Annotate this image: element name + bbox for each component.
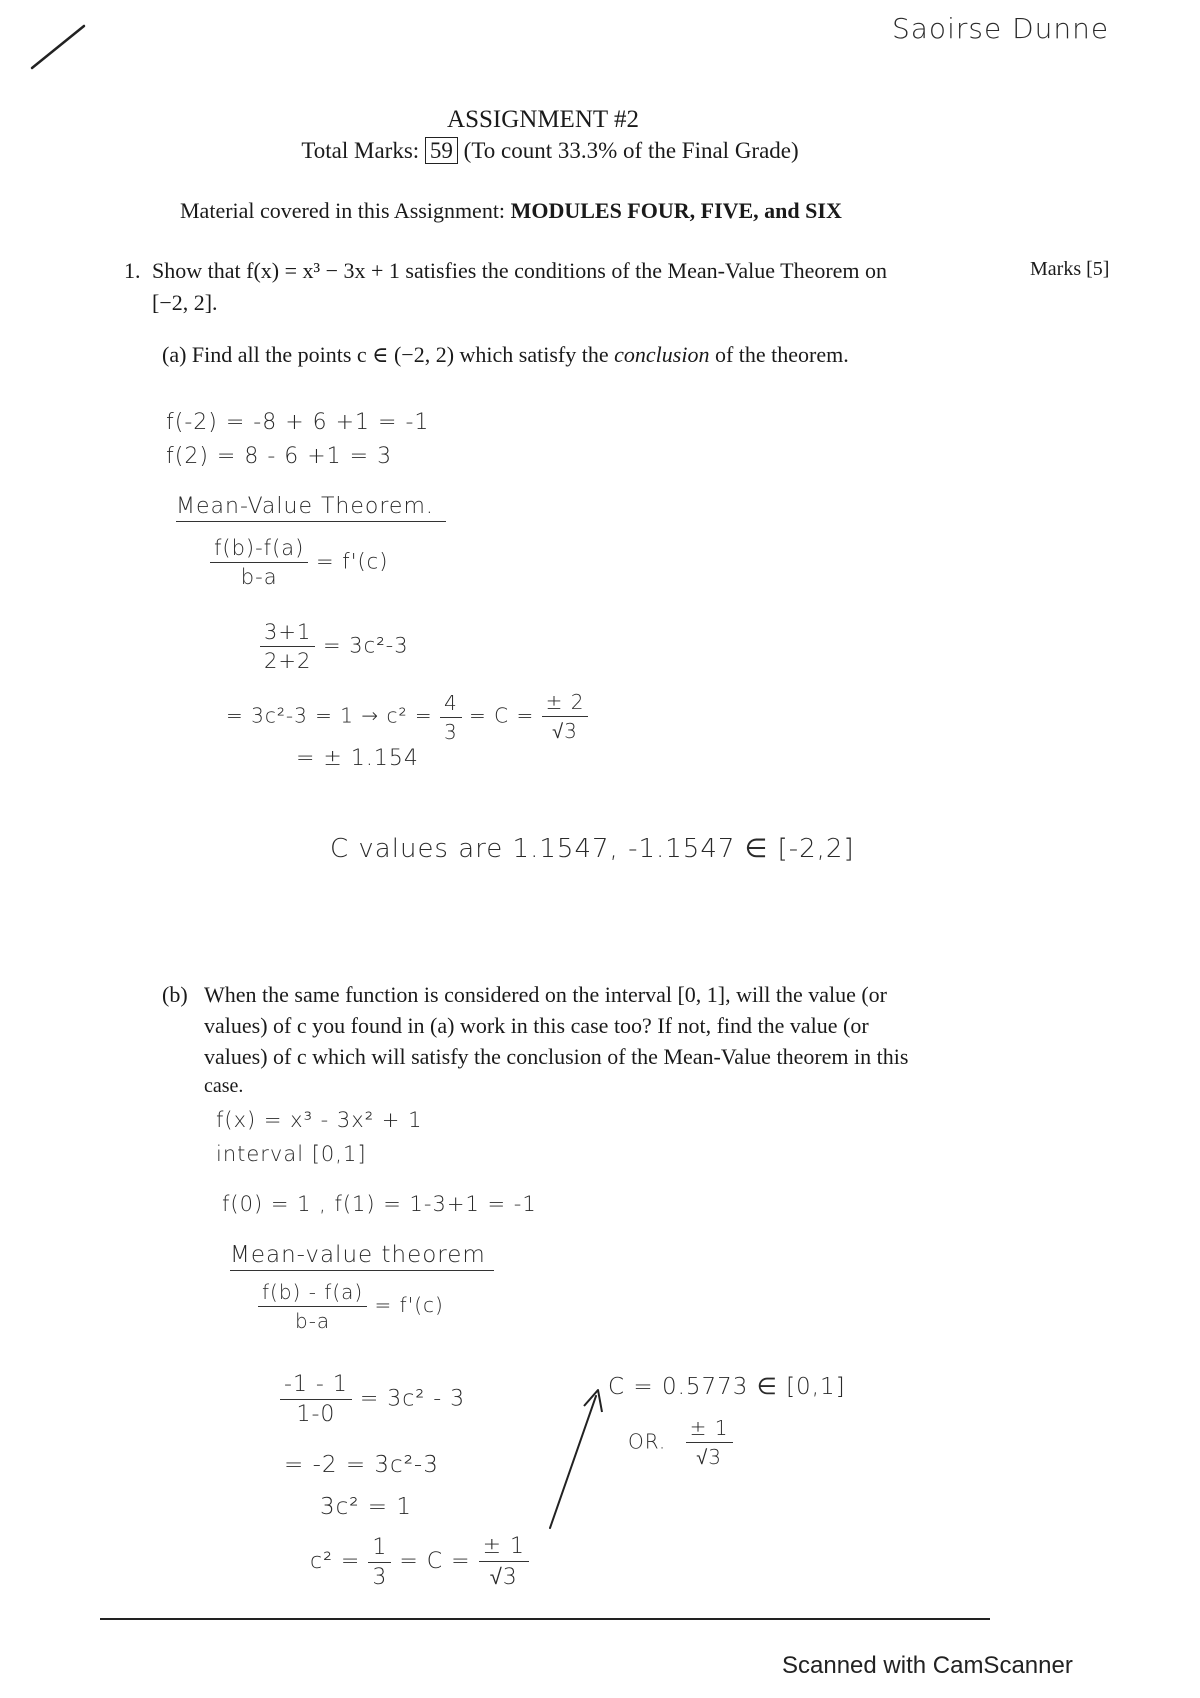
bottom-rule bbox=[100, 1618, 990, 1620]
b-frac-sub bbox=[280, 1372, 352, 1427]
question-text: Show that f(x) = x³ − 3x + 1 satisfies the conditions of the Mean-Value Theorem on bbox=[152, 258, 888, 283]
part-a-text-em: conclusion bbox=[614, 342, 710, 367]
b-frac2-num: -1 - 1 bbox=[280, 1372, 352, 1400]
b-work-line2: interval [0,1] bbox=[216, 1142, 367, 1166]
a-frac2-num: 3+1 bbox=[260, 620, 315, 647]
a-answer: C values are 1.1547, -1.1547 ∈ [-2,2] bbox=[330, 834, 855, 864]
b-or-line bbox=[628, 1416, 733, 1470]
total-marks-note: (To count 33.3% of the Final Grade) bbox=[463, 138, 799, 163]
part-a-label: (a) bbox=[162, 342, 187, 367]
a-solve-frac2-num: ± 2 bbox=[542, 690, 589, 717]
a-solve-frac2-den: √3 bbox=[552, 719, 578, 743]
material-line bbox=[180, 198, 842, 224]
total-marks-label: Total Marks: bbox=[301, 138, 420, 163]
a-frac1-num: f(b)-f(a) bbox=[210, 536, 308, 563]
b-solve-frac1-num: 1 bbox=[368, 1535, 391, 1563]
part-a-text-pre: Find all the points c ∈ (−2, 2) which satisfy the bbox=[191, 342, 609, 367]
total-marks-line bbox=[0, 138, 1100, 164]
a-solve-line bbox=[226, 690, 588, 744]
part-b-line2: values) of c you found in (a) work in this case too? If not, find the value (or bbox=[204, 1013, 869, 1038]
a-solve-frac1-num: 4 bbox=[440, 691, 462, 718]
b-frac1-num: f(b) - f(a) bbox=[258, 1280, 367, 1307]
b-frac2-rhs: = 3c² - 3 bbox=[359, 1386, 466, 1412]
b-solve-frac2-den: √3 bbox=[489, 1565, 518, 1590]
arrow-icon bbox=[540, 1384, 610, 1534]
b-solve-frac2 bbox=[479, 1534, 529, 1590]
student-name: Saoirse Dunne bbox=[892, 12, 1110, 45]
b-work-line4: = -2 = 3c²-3 bbox=[284, 1452, 439, 1478]
material-value: MODULES FOUR, FIVE, and SIX bbox=[510, 198, 842, 223]
a-frac-mvt bbox=[210, 536, 308, 589]
a-frac-sub bbox=[260, 620, 315, 673]
b-solve-line bbox=[310, 1534, 529, 1590]
a-frac1-rhs: = f'(c) bbox=[316, 549, 389, 574]
a-mvt-heading: Mean-Value Theorem. bbox=[176, 494, 446, 522]
a-frac2-den: 2+2 bbox=[264, 649, 312, 673]
a-solve-mid: = C = bbox=[469, 703, 542, 728]
b-work-line5: 3c² = 1 bbox=[320, 1494, 413, 1520]
b-frac2-den: 1-0 bbox=[296, 1402, 336, 1427]
b-solve-mid: = C = bbox=[399, 1549, 479, 1574]
a-solve-lhs: = 3c²-3 = 1 → c² = bbox=[226, 703, 440, 728]
question-marks: Marks [5] bbox=[1030, 258, 1110, 280]
part-b-line4: case. bbox=[204, 1075, 244, 1097]
part-a-question bbox=[162, 342, 849, 368]
a-work-line1: f(-2) = -8 + 6 +1 = -1 bbox=[166, 410, 430, 435]
a-solve-frac2 bbox=[542, 690, 589, 744]
a-work-line2: f(2) = 8 - 6 +1 = 3 bbox=[166, 444, 393, 469]
b-or-frac bbox=[686, 1416, 733, 1470]
b-or-frac-den: √3 bbox=[696, 1445, 722, 1469]
question-interval: [−2, 2]. bbox=[152, 290, 218, 315]
assignment-title: ASSIGNMENT #2 bbox=[447, 106, 639, 133]
a-solve-frac1 bbox=[440, 691, 462, 744]
tick-mark bbox=[28, 22, 88, 72]
camscanner-footer: Scanned with CamScanner bbox=[782, 1652, 1073, 1679]
b-solve-frac2-num: ± 1 bbox=[479, 1534, 529, 1562]
b-frac-mvt bbox=[258, 1280, 367, 1333]
question-number: 1. bbox=[124, 258, 141, 283]
total-marks-value: 59 bbox=[425, 137, 458, 164]
a-mvt-formula bbox=[210, 536, 388, 589]
a-solve-frac1-den: 3 bbox=[443, 719, 458, 744]
b-solve-frac1 bbox=[368, 1535, 391, 1590]
a-approx-line: = ± 1.154 bbox=[296, 746, 419, 771]
part-a-text-post: of the theorem. bbox=[714, 342, 849, 367]
b-work-line3: f(0) = 1 , f(1) = 1-3+1 = -1 bbox=[222, 1192, 537, 1216]
b-frac1-rhs: = f'(c) bbox=[374, 1293, 444, 1317]
a-substitution bbox=[260, 620, 409, 673]
material-label: Material covered in this Assignment: bbox=[180, 198, 506, 223]
b-work-line1: f(x) = x³ - 3x² + 1 bbox=[216, 1108, 423, 1132]
part-b-label: (b) bbox=[162, 982, 188, 1007]
b-mvt-formula bbox=[258, 1280, 444, 1333]
b-or-frac-num: ± 1 bbox=[686, 1416, 733, 1443]
b-frac1-den: b-a bbox=[295, 1309, 331, 1333]
b-answer: C = 0.5773 ∈ [0,1] bbox=[608, 1374, 846, 1400]
b-mvt-heading: Mean-value theorem bbox=[230, 1242, 494, 1271]
a-frac2-rhs: = 3c²-3 bbox=[323, 633, 409, 658]
b-solve-frac1-den: 3 bbox=[372, 1564, 388, 1590]
a-frac1-den: b-a bbox=[240, 565, 278, 589]
b-solve-lhs: c² = bbox=[310, 1549, 369, 1574]
b-or-label: OR. bbox=[628, 1429, 667, 1454]
b-substitution bbox=[280, 1372, 465, 1427]
part-b-line3: values) of c which will satisfy the conclusion of the Mean-Value theorem in this bbox=[204, 1044, 909, 1069]
part-b-line1: When the same function is considered on the interval [0, 1], will the value (or bbox=[204, 982, 888, 1007]
